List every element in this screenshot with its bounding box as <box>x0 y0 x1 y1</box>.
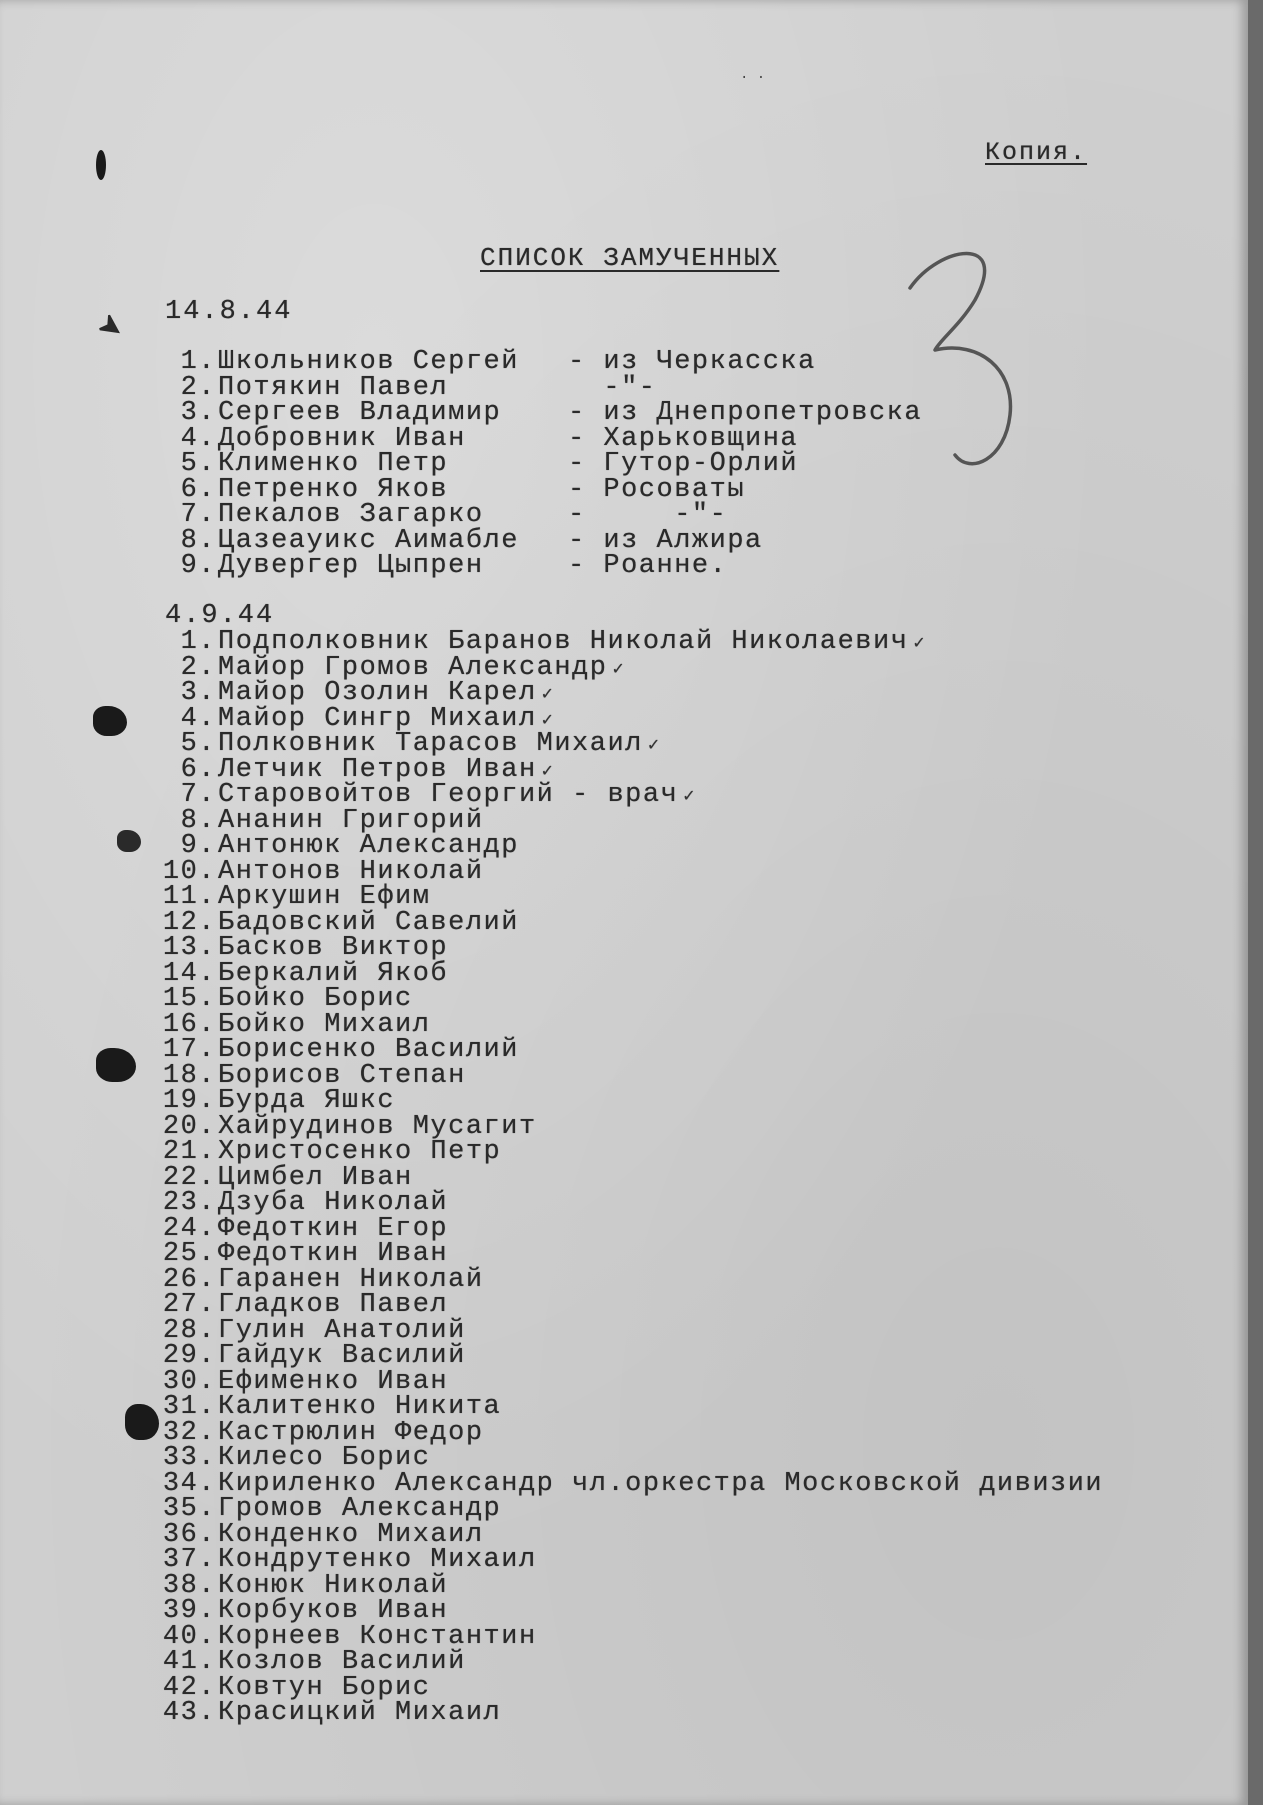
entry-number: 9. <box>180 551 216 581</box>
entry-number: 13. <box>162 933 216 963</box>
entry-number: 20. <box>162 1111 216 1142</box>
entry-name-text: Подполковник Баранов Николай Николаевич <box>218 627 909 657</box>
list-item <box>0 1188 1263 1218</box>
entry-number: 24. <box>162 1213 216 1244</box>
entry-name-text: Конденко Михаил <box>218 1519 484 1550</box>
entry-number: 32. <box>162 1417 216 1448</box>
list-item <box>0 1596 1263 1626</box>
entry-number: 21. <box>162 1137 216 1167</box>
entry-number: 14. <box>162 958 216 989</box>
entry-name-text: Клименко Петр <box>218 449 449 479</box>
entry-name-text: Христосенко Петр <box>218 1137 502 1167</box>
entry-name-text: Цазеауикс Аимабле <box>218 525 519 556</box>
entry-number: 10. <box>162 856 216 887</box>
entry-name-text: Ковтун Борис <box>218 1672 431 1703</box>
punch-hole <box>125 1404 159 1440</box>
entry-name-text: Майор Громов Александр <box>218 652 608 683</box>
document-title: СПИСОК ЗАМУЧЕННЫХ <box>480 243 780 273</box>
entry-name-text: Ананин Григорий <box>218 805 484 836</box>
punch-hole <box>96 150 106 180</box>
entry-number: 8. <box>180 525 216 556</box>
entry-number: 38. <box>162 1570 216 1601</box>
entry-name-text: Полковник Тарасов Михаил <box>218 729 643 759</box>
list-item <box>0 627 1263 657</box>
entry-name-text: Калитенко Никита <box>218 1392 502 1422</box>
check-mark-icon: ✓ <box>912 633 928 652</box>
entry-number: 15. <box>162 984 216 1014</box>
entry-number: 3. <box>180 398 216 428</box>
entry-number: 28. <box>162 1315 216 1346</box>
page-edge <box>1248 0 1263 1805</box>
entry-name-text: Кондрутенко Михаил <box>218 1545 537 1575</box>
punch-hole <box>96 1048 136 1082</box>
entry-name-text: Беркалий Якоб <box>218 958 449 989</box>
entry-number: 12. <box>162 907 216 938</box>
entry-origin: -"- <box>568 372 657 403</box>
list-item <box>0 1545 1263 1575</box>
entry-number: 40. <box>162 1621 216 1652</box>
entry-name-text: Козлов Василий <box>218 1647 466 1677</box>
check-mark-icon: ✓ <box>646 735 662 754</box>
victims-list-section-1 <box>0 347 1263 581</box>
list-item <box>0 1341 1263 1371</box>
scan-specks: · · <box>740 70 766 86</box>
check-mark-icon: ✓ <box>682 786 698 805</box>
entry-name-text: Кастрюлин Федор <box>218 1417 484 1448</box>
entry-name-text: Кириленко Александр чл.оркестра Московской дивизии <box>218 1468 1104 1499</box>
list-item <box>0 1086 1263 1116</box>
list-item <box>0 1137 1263 1167</box>
entry-origin: - Росоваты <box>568 474 746 505</box>
entry-name-text: Корбуков Иван <box>218 1596 449 1626</box>
entry-name-text: Гаранен Николай <box>218 1264 484 1295</box>
entry-name-text: Федоткин Иван <box>218 1239 449 1269</box>
entry-number: 7. <box>180 780 216 810</box>
entry-number: 8. <box>180 805 216 836</box>
copy-label: Копия. <box>985 138 1088 167</box>
entry-name-text: Красицкий Михаил <box>218 1698 502 1728</box>
entry-number: 31. <box>162 1392 216 1422</box>
entry-name-text: Петренко Яков <box>218 474 449 505</box>
list-item <box>0 347 1263 377</box>
list-item <box>0 500 1263 530</box>
entry-number: 1. <box>180 347 216 377</box>
punch-hole <box>96 312 127 343</box>
entry-number: 22. <box>162 1162 216 1193</box>
entry-name <box>218 551 484 581</box>
check-mark-icon: ✓ <box>540 709 556 729</box>
entry-name-text: Аркушин Ефим <box>218 882 431 912</box>
check-mark-icon: ✓ <box>611 658 627 678</box>
entry-name-text: Федоткин Егор <box>218 1213 449 1244</box>
entry-name-text: Бойко Михаил <box>218 1009 431 1040</box>
list-item <box>0 1239 1263 1269</box>
list-item <box>0 780 1263 810</box>
list-item <box>0 1647 1263 1677</box>
entry-number: 9. <box>180 831 216 861</box>
entry-number: 33. <box>162 1443 216 1473</box>
entry-number: 25. <box>162 1239 216 1269</box>
entry-name-text: Конюк Николай <box>218 1570 449 1601</box>
entry-number: 42. <box>162 1672 216 1703</box>
list-item <box>0 1035 1263 1065</box>
entry-name-text: Гайдук Василий <box>218 1341 466 1371</box>
entry-number: 36. <box>162 1519 216 1550</box>
entry-number: 4. <box>180 703 216 734</box>
entry-number: 30. <box>162 1366 216 1397</box>
entry-origin: - Гутор-Орлий <box>568 449 799 479</box>
entry-number: 6. <box>180 474 216 505</box>
entry-number: 3. <box>180 678 216 708</box>
list-item <box>0 551 1263 581</box>
entry-name-text: Борисенко Василий <box>218 1035 519 1065</box>
entry-number: 7. <box>180 500 216 530</box>
entry-name-text: Громов Александр <box>218 1494 502 1524</box>
entry-number: 5. <box>180 729 216 759</box>
entry-number: 16. <box>162 1009 216 1040</box>
entry-name-text: Летчик Петров Иван <box>218 754 537 785</box>
list-item <box>0 984 1263 1014</box>
entry-name-text: Антонюк Александр <box>218 831 519 861</box>
entry-number: 4. <box>180 423 216 454</box>
entry-name-text: Корнеев Константин <box>218 1621 537 1652</box>
entry-number: 27. <box>162 1290 216 1320</box>
entry-number: 23. <box>162 1188 216 1218</box>
list-item <box>0 449 1263 479</box>
entry-number: 6. <box>180 754 216 785</box>
punch-hole <box>117 830 141 852</box>
entry-name-text: Борисов Степан <box>218 1060 466 1091</box>
entry-number: 41. <box>162 1647 216 1677</box>
entry-name-text: Килесо Борис <box>218 1443 431 1473</box>
entry-name-text: Бурда Яшкс <box>218 1086 396 1116</box>
entry-name-text: Сергеев Владимир <box>218 398 502 428</box>
entry-number: 5. <box>180 449 216 479</box>
section-date: 4.9.44 <box>165 601 275 631</box>
entry-origin: - из Черкасска <box>568 347 816 377</box>
list-item <box>0 831 1263 861</box>
entry-origin: - из Днепропетровска <box>568 398 923 428</box>
entry-origin: - -"- <box>568 500 728 530</box>
list-item <box>0 1494 1263 1524</box>
entry-name-text: Бойко Борис <box>218 984 413 1014</box>
list-item <box>0 729 1263 759</box>
entry-number: 19. <box>162 1086 216 1116</box>
entry-name-text: Басков Виктор <box>218 933 449 963</box>
entry-number: 2. <box>180 652 216 683</box>
entry-number: 26. <box>162 1264 216 1295</box>
entry-name-text: Добровник Иван <box>218 423 466 454</box>
victims-list-section-2 <box>0 627 1263 1728</box>
entry-origin: - Роанне. <box>568 551 728 581</box>
entry-name-text: Хайрудинов Мусагит <box>218 1111 537 1142</box>
entry-number: 43. <box>162 1698 216 1728</box>
entry-name-text: Дувергер Цыпрен <box>218 551 484 581</box>
entry-origin: - из Алжира <box>568 525 763 556</box>
entry-number: 37. <box>162 1545 216 1575</box>
entry-number: 17. <box>162 1035 216 1065</box>
entry-number: 2. <box>180 372 216 403</box>
entry-name-text: Майор Сингр Михаил <box>218 703 537 734</box>
entry-name-text: Антонов Николай <box>218 856 484 887</box>
entry-name-text: Майор Озолин Карел <box>218 678 537 708</box>
entry-name-text: Ефименко Иван <box>218 1366 449 1397</box>
entry-name-text: Гулин Анатолий <box>218 1315 466 1346</box>
list-item <box>0 1290 1263 1320</box>
list-item <box>0 882 1263 912</box>
entry-name-text: Цимбел Иван <box>218 1162 413 1193</box>
entry-number: 34. <box>162 1468 216 1499</box>
list-item <box>0 1698 1263 1728</box>
list-item <box>0 398 1263 428</box>
check-mark-icon: ✓ <box>540 760 556 780</box>
section-date: 14.8.44 <box>165 297 293 327</box>
entry-number: 18. <box>162 1060 216 1091</box>
check-mark-icon: ✓ <box>540 684 556 703</box>
entry-name-text: Школьников Сергей <box>218 347 519 377</box>
entry-number: 29. <box>162 1341 216 1371</box>
entry-number: 11. <box>162 882 216 912</box>
list-item <box>0 678 1263 708</box>
list-item <box>0 1392 1263 1422</box>
punch-hole <box>93 706 127 736</box>
entry-name-text: Гладков Павел <box>218 1290 449 1320</box>
entry-name-text: Потякин Павел <box>218 372 449 403</box>
entry-name <box>218 1698 502 1728</box>
entry-name-text: Бадовский Савелий <box>218 907 519 938</box>
entry-name-text: Дзуба Николай <box>218 1188 449 1218</box>
entry-number: 39. <box>162 1596 216 1626</box>
entry-origin: - Харьковщина <box>568 423 799 454</box>
entry-name-text: Старовойтов Георгий - врач <box>218 780 679 810</box>
entry-number: 35. <box>162 1494 216 1524</box>
entry-name-text: Пекалов Загарко <box>218 500 484 530</box>
entry-number: 1. <box>180 627 216 657</box>
list-item <box>0 933 1263 963</box>
